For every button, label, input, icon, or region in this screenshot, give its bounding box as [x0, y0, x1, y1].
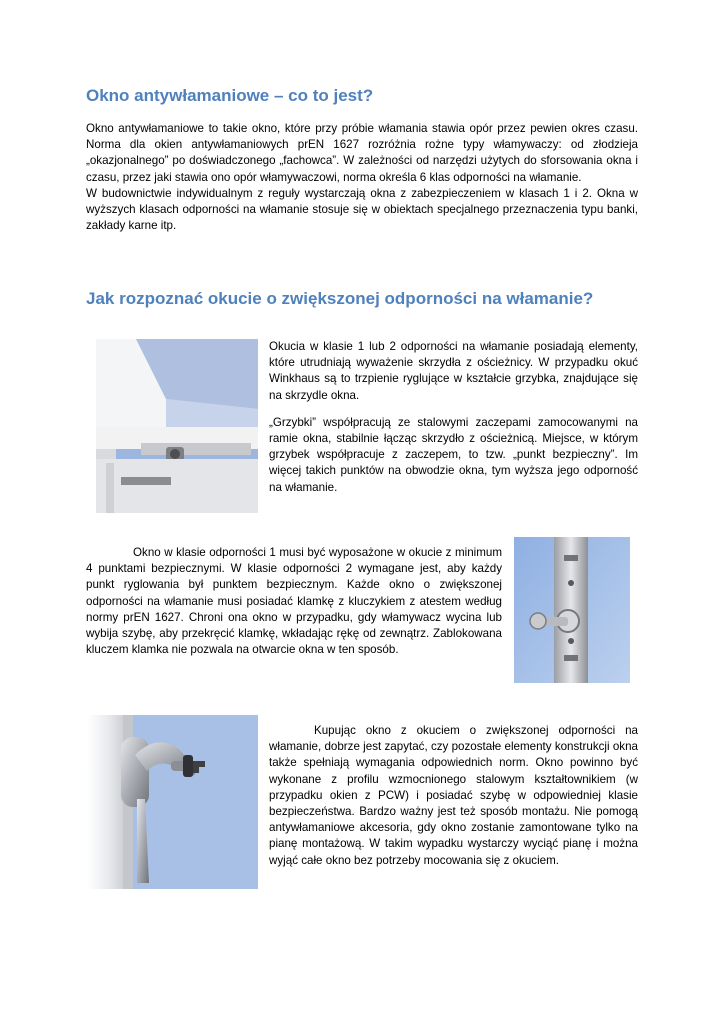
class-requirements-text-block [86, 545, 502, 658]
fittings-paragraph-1: Okucia w klasie 1 lub 2 odporności na włamanie posiadają elementy, które utrudniają wyważenie skrzydła z ościeżnicy. W przypadku okuć Winkhaus są to trzpienie ryglujące w kształcie grzybka, znajdujące się na skrzydle okna. [269, 340, 638, 402]
class-requirements-paragraph: Okno w klasie odporności 1 musi być wyposażone w okucie z minimum 4 punktami bezpiecznymi. W klasie odporności 2 wymagane jest, aby każdy punkt ryglowania był punktem bezpiecznym. Każde okno o zwiększonej odporności na włamanie musi posiadać klamkę z kluczykiem z atestem według normy prEN 1627. Chroni ona okno w przypadku, gdy włamywacz wycina lub wybija szybę, aby przekręcić klamkę, wkładając rękę od zewnątrz. Zablokowana kluczem klamka nie pozwala na otwarcie okna w ten sposób. [86, 546, 502, 657]
photo-fitting-mushroom-bolt [96, 339, 258, 513]
installation-text-block [269, 723, 638, 869]
section-heading-what-is: Okno antywłamaniowe – co to jest? [86, 86, 374, 105]
photo-lockable-window-handle [87, 715, 258, 889]
intro-paragraph-2: W budownictwie indywidualnym z reguły wystarczają okna z zabezpieczeniem w klasach 1 i 2. Okna w wyższych klasach odporności na włamanie stosuje się w obiektach specjalnego przeznaczenia typu banki, zakłady karne itp. [86, 186, 638, 233]
photo-steel-striker-plate [514, 537, 630, 683]
fittings-paragraph-2: „Grzybki” współpracują ze stalowymi zaczepami zamocowanymi na ramie okna, stabilnie łącząc skrzydło z ościeżnicą. Miejsce, w którym grzybek współpracuje z zaczepem, to tzw. „punkt bezpieczny”. Im więcej takich punktów na obwodzie okna, tym wyższa jego odporność na włamanie. [269, 415, 638, 494]
section-heading-how-to-recognize: Jak rozpoznać okucie o zwiększonej odporności na włamanie? [86, 289, 594, 308]
installation-paragraph: Kupując okno z okuciem o zwiększonej odporności na włamanie, dobrze jest zapytać, czy pozostałe elementy konstrukcji okna także spełniają wymagania odpowiednich norm. Okno powinno być wykonane z profilu wzmocnionego stalowym kształtownikiem (w przypadku okien z PCW) i posiadać szybę w odpowiedniej klasie bezpieczeństwa. Bardzo ważny jest też sposób montażu. Nie pomogą antywłamaniowe akcesoria, gdy okno zostanie zamontowane tylko na pianę montażową. W takim wypadku wystarczy wyciąć pianę i można wyjąć całe okno bez potrzeby mocowania się z okuciem. [269, 724, 638, 867]
intro-text-block [86, 121, 638, 234]
fittings-text-block [269, 339, 638, 496]
intro-paragraph-1: Okno antywłamaniowe to takie okno, które przy próbie włamania stawia opór przez pewien okres czasu. Norma dla okien antywłamaniowych prEN 1627 rozróżnia rożne typy włamywaczy: od złodzieja „okazjonalnego” po doświadczonego „fachowca”. W zależności od narzędzi użytych do sforsowania okna i czasu, przez jaki stawia ono opór włamywaczowi, norma określa 6 klas odporności na włamanie. [86, 122, 638, 184]
